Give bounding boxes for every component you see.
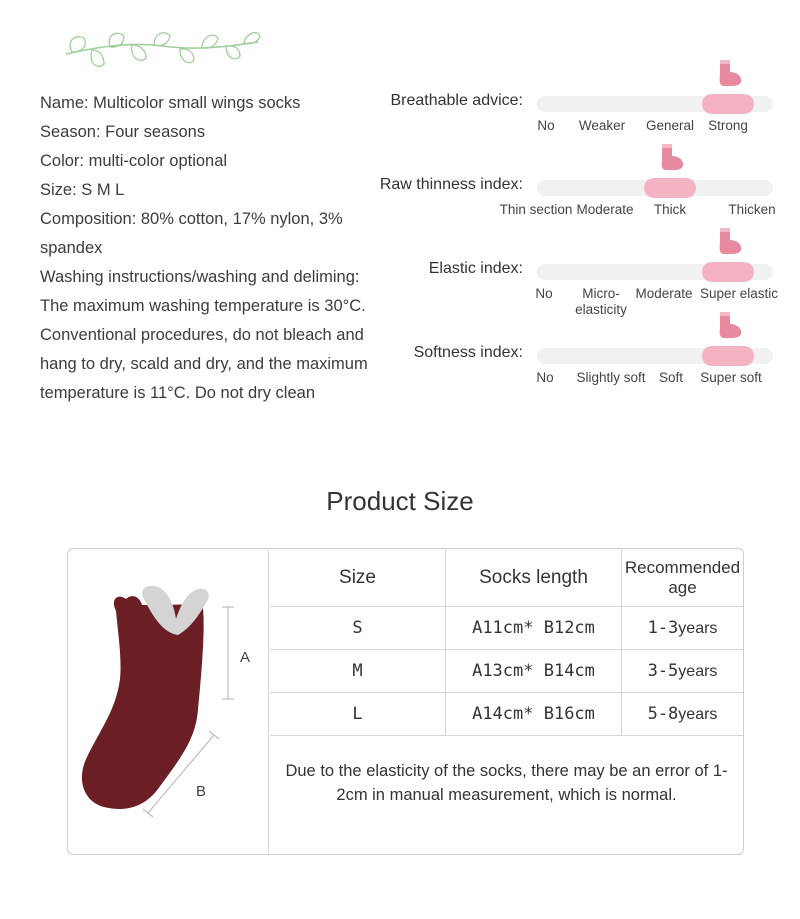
index-track [537, 96, 773, 112]
vine-decoration [62, 28, 262, 74]
age-range: 3-5 [647, 661, 679, 681]
index-label: Elastic index: [428, 260, 523, 277]
size-table [270, 549, 743, 736]
size-cell: L [270, 693, 446, 736]
age-cell [622, 607, 744, 650]
index-scale-label: No [535, 286, 553, 301]
spec-name: Name: Multicolor small wings socks [40, 94, 301, 112]
age-cell [622, 650, 744, 693]
age-cell [622, 693, 744, 736]
index-scale-label: Super elastic [699, 286, 779, 301]
sock-marker-icon [716, 310, 744, 340]
index-label: Softness index: [413, 344, 523, 361]
index-scale-label: Super soft [700, 370, 762, 385]
index-scale-label: Strong [708, 118, 748, 133]
index-scale-label: General [645, 118, 695, 133]
product-size-title: Product Size [326, 486, 474, 516]
index-level-fill [644, 178, 696, 198]
spec-season: Season: Four seasons [40, 123, 206, 141]
index-track [537, 264, 773, 280]
length-cell: A11cm* B12cm [446, 607, 622, 650]
index-scale-label: Thick [653, 202, 687, 217]
age-range: 5-8 [647, 704, 679, 724]
table-row [270, 650, 743, 693]
index-scale-label: Slightly soft [576, 370, 646, 385]
spec-list [40, 89, 375, 408]
sock-marker-icon [716, 226, 744, 256]
table-row [270, 607, 743, 650]
index-scale-label: No [537, 118, 555, 133]
index-track [537, 180, 773, 196]
size-cell: S [270, 607, 446, 650]
size-chart [67, 548, 744, 855]
header-size: Size [270, 549, 446, 607]
index-scale-label: Micro- elasticity [575, 286, 627, 317]
spec-washing: Washing instructions/washing and deliming: The maximum washing temperature is 30°C. Conventional procedures, do not bleach and hang to dry, scald and dry, and the maximum temperature is 11°C. Do not dry clean [40, 268, 368, 402]
header-socks-length: Socks length [446, 549, 622, 607]
age-unit: years [678, 663, 718, 680]
length-cell: A14cm* B16cm [446, 693, 622, 736]
index-scale-label: No [536, 370, 554, 385]
index-label: Raw thinness index: [379, 176, 523, 193]
index-track [537, 348, 773, 364]
size-table-header [270, 549, 743, 607]
index-scale-label: Thicken [728, 202, 776, 217]
age-unit: years [678, 706, 718, 723]
sock-marker-icon [716, 58, 744, 88]
age-range: 1-3 [647, 618, 679, 638]
index-scale-label: Moderate [576, 202, 634, 217]
sock-illustration [68, 549, 268, 854]
size-cell: M [270, 650, 446, 693]
index-scale-label: Moderate [635, 286, 693, 301]
age-unit: years [678, 620, 718, 637]
sock-marker-icon [658, 142, 686, 172]
length-cell: A13cm* B14cm [446, 650, 622, 693]
spec-composition: Composition: 80% cotton, 17% nylon, 3% spandex [40, 210, 343, 257]
dimension-a-line [222, 607, 234, 699]
index-label: Breathable advice: [390, 92, 523, 109]
index-level-fill [702, 94, 754, 114]
table-row [270, 693, 743, 736]
sock-diagram [68, 549, 269, 854]
index-scale-label: Soft [658, 370, 684, 385]
index-scale-label: Thin section [499, 202, 573, 217]
index-scale-label: Weaker [578, 118, 626, 133]
measurement-note: Due to the elasticity of the socks, there may be an error of 1-2cm in manual measurement, which is normal. [285, 762, 728, 804]
index-level-fill [702, 346, 754, 366]
index-level-fill [702, 262, 754, 282]
dimension-b-label: B [196, 783, 207, 800]
spec-color: Color: multi-color optional [40, 152, 228, 170]
dimension-a-label: A [240, 649, 251, 666]
header-recommended-age: Recommended age [622, 549, 744, 607]
spec-size: Size: S M L [40, 181, 125, 199]
